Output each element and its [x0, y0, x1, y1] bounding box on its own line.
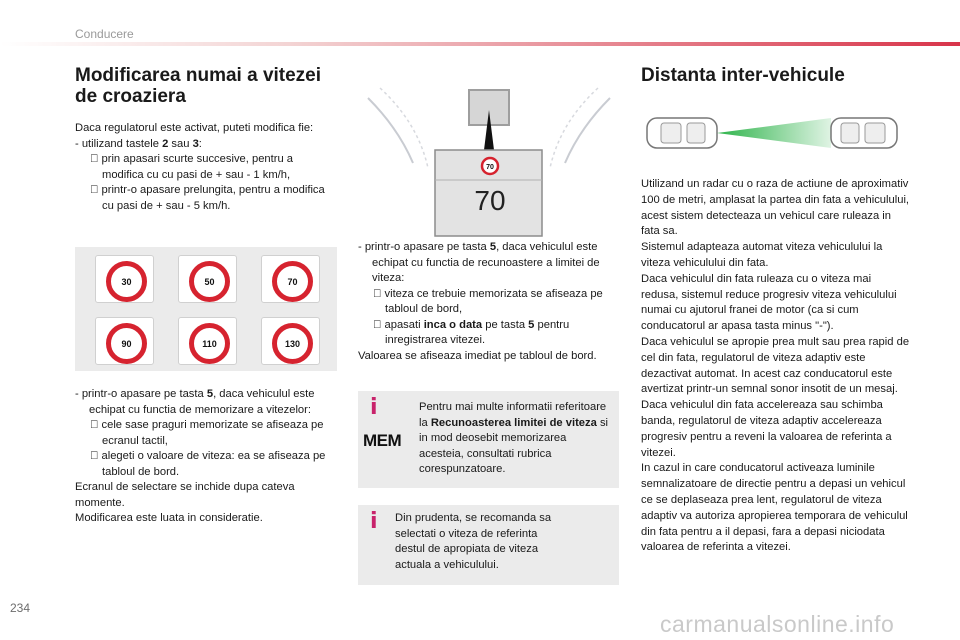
bullet-keys: - utilizand tastele 2 sau 3:: [75, 137, 202, 150]
front-car-icon: [831, 118, 897, 148]
sub-bullet-short-press: prin apasari scurte succesive, pentru a modifica cu cu pasi de + sau - 1 km/h,: [90, 153, 327, 181]
small-speed-sign-value: 70: [486, 164, 494, 171]
memory-tile: [178, 317, 237, 365]
memory-tile: [261, 317, 320, 365]
speed-sign: 50: [189, 261, 230, 302]
paragraph-adapts: Sistemul adapteaza automat viteza vehiculului la viteza vehiculului din fata.: [641, 241, 883, 269]
speed-sign: 30: [106, 261, 147, 302]
section-title-inter-vehicle: Distanta inter-vehicule: [641, 65, 845, 86]
page-number: 234: [10, 601, 31, 615]
mem-label: MEM: [363, 431, 402, 450]
info-icon: i: [370, 395, 378, 420]
speed-sign: 70: [272, 261, 313, 302]
info-icon: i: [370, 509, 378, 534]
paragraph-taken-into-account: Modificarea este luata in consideratie.: [75, 512, 263, 524]
dashboard-illustration: [358, 68, 620, 238]
bullet-memory: - printr-o apasare pe tasta 5, daca vehiculul este echipat cu functia de memorizare a vitezelor:: [75, 388, 315, 416]
right-body: [641, 177, 911, 556]
sub-bullet-press-again: apasati inca o data pe tasta 5 pentru inregistrarea vitezei.: [373, 318, 558, 346]
sub-bullet-choose: alegeti o valoare de viteza: ea se afiseaza pe tabloul de bord.: [90, 450, 314, 478]
sub-bullet-display: viteza ce trebuie memorizata se afiseaza pe tabloul de bord,: [373, 287, 592, 315]
left-memory-instructions: [75, 387, 337, 527]
paragraph-accelerates: Daca vehiculul din fata accelereaza sau schimba banda, regulatorul de viteza adaptiv accelereaza progresiv pentru a reveni la valoarea de referinta a vitezei.: [641, 399, 892, 459]
bullet-recognition: - printr-o apasare pe tasta 5, daca vehiculul este echipat cu functia de recunoastere a limitei de viteza:: [358, 241, 600, 284]
intro-text: Daca regulatorul este activat, puteti modifica fie:: [75, 122, 314, 134]
info-box-text: Pentru mai multe informatii referitoare la Recunoasterea limitei de viteza si in mod deosebit memorizarea acesteia, consultati rubrica corespunzatoare.: [419, 401, 609, 475]
info-box-text: Din prudenta, se recomanda sa selectati o viteza de referinta destul de apropiata de viteza actuala a vehiculului.: [395, 512, 552, 571]
section-label: Conducere: [75, 27, 134, 41]
radar-distance-illustration: [641, 108, 903, 164]
paragraph-slower-vehicle: Daca vehiculul din fata ruleaza cu o viteza mai redusa, sistemul reduce progresiv viteza vehiculului numai cu ajutorul franei de motor (ca si cum conducatorul ar apasa tasta minus "-").: [641, 272, 897, 333]
paragraph-too-close: Daca vehiculul se apropie prea mult sau prea rapid de cel din fata, regulatorul de viteza adaptiv este dezactivat automat. In acest caz conducatorul este avertizat printr-un semnal sonor insotit de un mesaj.: [641, 335, 910, 396]
left-instructions: [75, 121, 337, 214]
middle-instructions: [358, 240, 623, 364]
memory-tile: [178, 255, 237, 303]
speed-sign: 130: [272, 323, 313, 364]
watermark: carmanualsonline.info: [660, 611, 895, 637]
sub-bullet-long-press: printr-o apasare prelungita, pentru a modifica cu pasi de + sau - 5 km/h.: [90, 184, 329, 212]
header-divider: [0, 42, 960, 46]
speed-sign: 90: [106, 323, 147, 364]
memory-tile: [95, 255, 154, 303]
memory-tile: [95, 317, 154, 365]
info-box-prudence: [358, 505, 619, 585]
paragraph-radar: Utilizand un radar cu o raza de actiune de aproximativ 100 de metri, amplasat la partea din fata a vehiculului, acest sistem detecteaza un vehicul care ruleaza in fata sa.: [641, 178, 910, 238]
own-car-icon: [647, 118, 717, 148]
paragraph-overtaking: In cazul in care conducatorul activeaza luminile semnalizatoare de directie pentru a depasi un vehicul ce se deplaseaza prea lent, regulatorul de viteza adaptiv va autoriza apropierea temporara de vehiculul din fata pentru a il depasi, fara a depasi niciodata valoarea de referinta a vitezei.: [641, 462, 908, 554]
speed-memory-panel: [75, 247, 337, 371]
paragraph-screen-closes: Ecranul de selectare se inchide dupa cateva momente.: [75, 481, 295, 509]
memory-tile: [261, 255, 320, 303]
sub-bullet-thresholds: cele sase praguri memorizate se afiseaza pe ecranul tactil,: [90, 419, 312, 447]
radar-beam-icon: [717, 118, 831, 148]
speed-sign: 110: [189, 323, 230, 364]
paragraph-value-displayed: Valoarea se afiseaza imediat pe tabloul de bord.: [358, 349, 597, 362]
section-title-cruise-speed: Modificarea numai a vitezei de croaziera: [75, 65, 322, 107]
info-box-memorization: [358, 391, 619, 488]
display-speed-value: 70: [474, 185, 506, 216]
